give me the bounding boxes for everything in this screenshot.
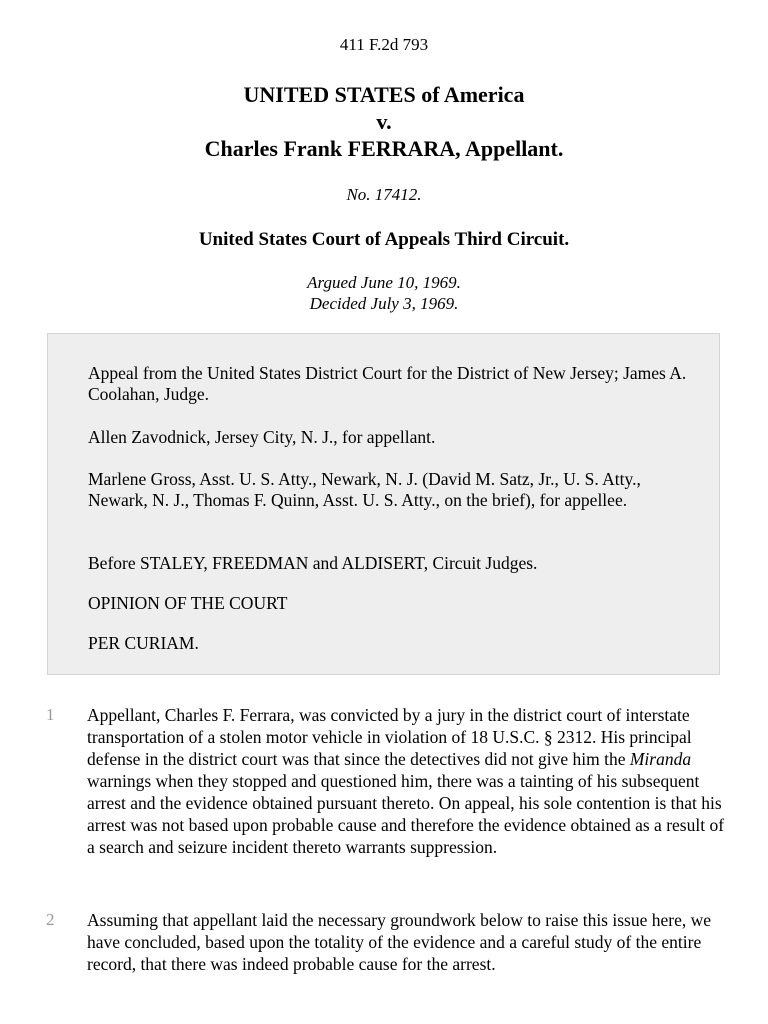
reporter-citation: 411 F.2d 793 <box>339 35 429 54</box>
versus-label: v. <box>376 109 392 134</box>
opinion-heading: OPINION OF THE COURT <box>88 593 288 613</box>
decided-date: Decided July 3, 1969. <box>309 294 459 313</box>
case-dates <box>0 272 768 314</box>
docket-number: No. 17412. <box>346 185 422 204</box>
appeal-from-text: Appeal from the United States District Court for the District of New Jersey; James A. Coolahan, Judge. <box>88 363 687 404</box>
paragraph-text: Assuming that appellant laid the necessary groundwork below to raise this issue here, we have concluded, based upon the totality of the evidence and a careful study of the entire record, that there was indeed probable cause for the arrest. <box>87 910 712 974</box>
court-name: United States Court of Appeals Third Circuit. <box>198 229 570 250</box>
paragraph-text-part: Appellant, Charles F. Ferrara, was convicted by a jury in the district court of interstate transportation of a stolen motor vehicle in violation of 18 U.S.C. § 2312. His principal defense in the district court was that since the detectives did not give him the <box>87 705 692 769</box>
paragraph-number: 2 <box>46 910 55 929</box>
case-name-emphasis: Miranda <box>629 749 692 769</box>
argued-date: Argued June 10, 1969. <box>307 273 461 292</box>
case-caption <box>0 81 768 162</box>
case-summary-box <box>47 333 720 675</box>
appellant-counsel-text: Allen Zavodnick, Jersey City, N. J., for appellant. <box>88 427 436 447</box>
per-curiam-label: PER CURIAM. <box>88 633 199 653</box>
paragraph-number: 1 <box>46 705 55 724</box>
appellee-counsel-text: Marlene Gross, Asst. U. S. Atty., Newark, N. J. (David M. Satz, Jr., U. S. Atty., Newark, N. J., Thomas F. Quinn, Asst. U. S. Atty., on the brief), for appellee. <box>88 469 641 510</box>
paragraph-text <box>87 704 727 858</box>
defendant-name: Charles Frank FERRARA, Appellant. <box>204 136 564 161</box>
paragraph-text-part: warnings when they stopped and questioned him, there was a tainting of his subsequent arrest and the evidence obtained pursuant thereto. On appeal, his sole contention is that his arrest was not based upon probable cause and therefore the evidence obtained as a result of a search and seizure incident thereto warrants suppression. <box>87 771 725 857</box>
panel-text: Before STALEY, FREEDMAN and ALDISERT, Circuit Judges. <box>88 553 538 573</box>
plaintiff-name: UNITED STATES of America <box>243 82 525 107</box>
